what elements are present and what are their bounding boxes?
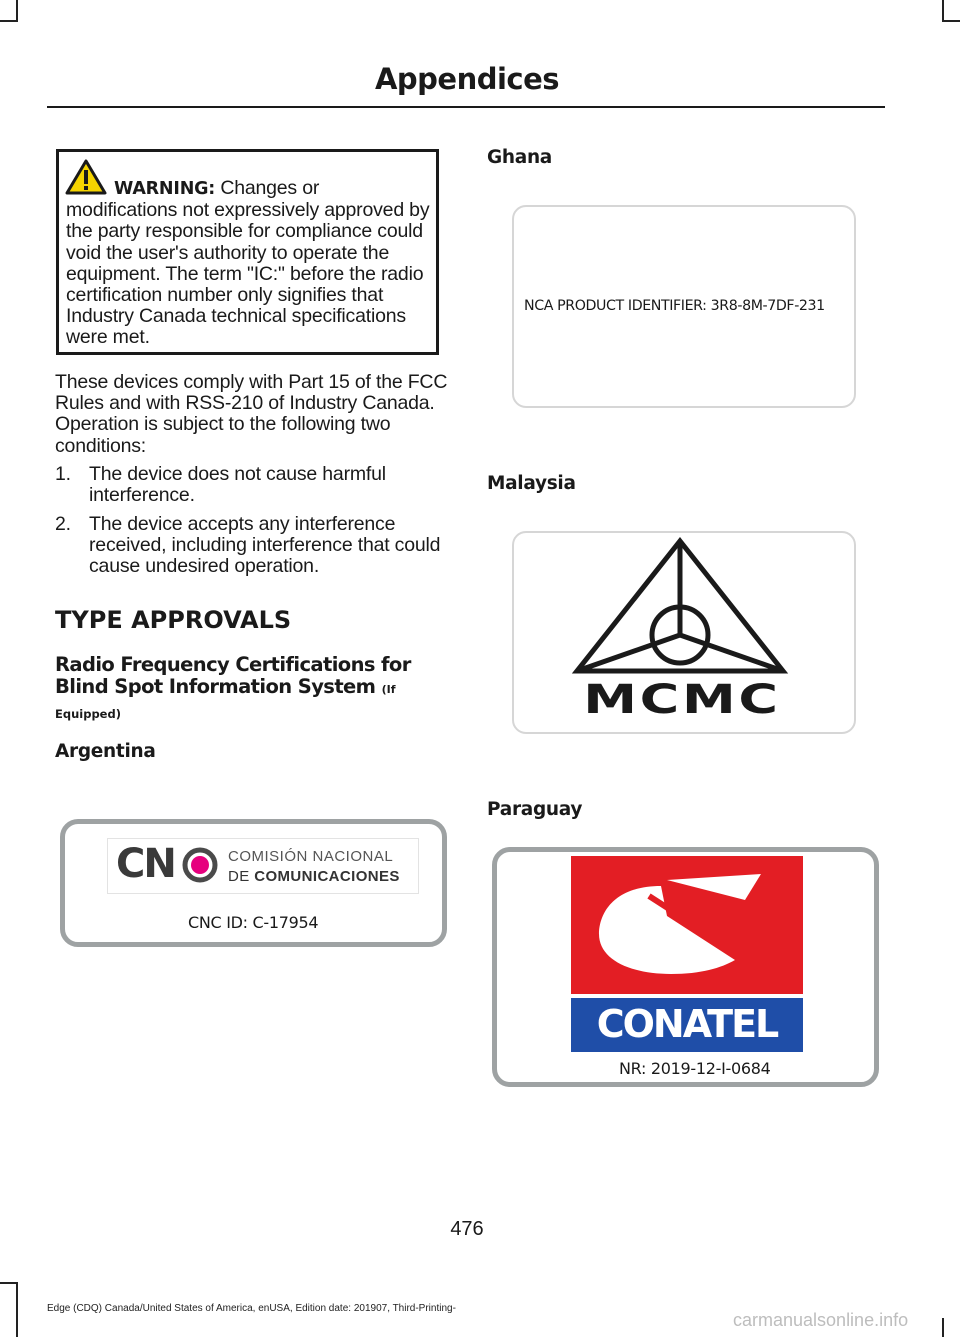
page-title: Appendices: [374, 62, 560, 96]
crop-mark: [942, 0, 944, 22]
crop-mark: [942, 20, 960, 22]
argentina-label-card: [60, 819, 447, 947]
conatel-emblem-icon: [571, 856, 803, 994]
crop-mark: [16, 0, 18, 22]
crop-mark: [942, 1318, 944, 1337]
cnc-logo: [107, 838, 419, 894]
list-number: 2.: [55, 513, 71, 535]
subsection-heading-line1: Radio Frequency Certifications for: [55, 653, 411, 676]
footer-text: Edge (CDQ) Canada/United States of America, enUSA, Edition date: 201907, Third-Printing-: [47, 1303, 456, 1314]
watermark: carmanualsonline.info: [733, 1310, 909, 1330]
country-heading-argentina: Argentina: [55, 741, 156, 762]
list-text: The device accepts any interference received, including interference that could cause undesired operation.: [89, 513, 441, 578]
mcmc-logo-text: MCMC: [583, 677, 781, 723]
subsection-note-start: (If: [381, 683, 396, 696]
country-heading-paraguay: Paraguay: [487, 799, 583, 820]
list-text: The device does not cause harmful interference.: [89, 463, 386, 507]
list-item: [55, 464, 450, 506]
cnc-id-text: CNC ID: C-17954: [188, 913, 319, 932]
conatel-logo: [571, 856, 803, 1057]
warning-text: [66, 178, 430, 349]
conatel-logo-text: CONATEL: [596, 1002, 778, 1046]
list-number: 1.: [55, 463, 71, 485]
crop-mark: [0, 1282, 18, 1284]
crop-mark: [0, 20, 18, 22]
intro-paragraph: These devices comply with Part 15 of the FCC Rules and with RSS-210 of Industry Canada. Operation is subject to the following two conditions:: [55, 371, 448, 457]
cnc-logo-letters: CN: [116, 841, 175, 887]
subsection-note-end: Equipped): [55, 707, 121, 721]
warning-triangle-icon: [65, 159, 107, 195]
cnc-logo-line2: DE COMUNICACIONES: [228, 868, 400, 885]
warning-box: [56, 149, 439, 355]
subsection-heading-line2: Blind Spot Information System: [55, 675, 376, 698]
country-heading-malaysia: Malaysia: [487, 473, 576, 494]
crop-mark: [16, 1282, 18, 1337]
cnc-circle-icon: [182, 847, 218, 883]
mcmc-logo-icon: [569, 537, 791, 677]
nr-id-text: NR: 2019-12-I-0684: [619, 1059, 771, 1078]
nca-id-text: NCA PRODUCT IDENTIFIER: 3R8-8M-7DF-231: [524, 298, 825, 314]
paraguay-label-card: [492, 847, 879, 1087]
subsection-heading: [55, 654, 455, 701]
header-rule: [47, 106, 885, 108]
section-heading: TYPE APPROVALS: [55, 606, 292, 634]
warning-label: WARNING:: [114, 179, 216, 199]
malaysia-label-card: [512, 531, 856, 734]
page-number: 476: [450, 1218, 484, 1240]
ghana-label-card: [512, 205, 856, 408]
list-item: [55, 514, 450, 578]
cnc-logo-line1: COMISIÓN NACIONAL: [228, 848, 394, 865]
country-heading-ghana: Ghana: [487, 147, 552, 168]
warning-body: Changes or modifications not expressively approved by the party responsible for compliance could void the user's authority to operate the equipment. The term "IC:" before the radio certification number only signifies that Industry Canada technical specifications were met.: [66, 177, 430, 349]
